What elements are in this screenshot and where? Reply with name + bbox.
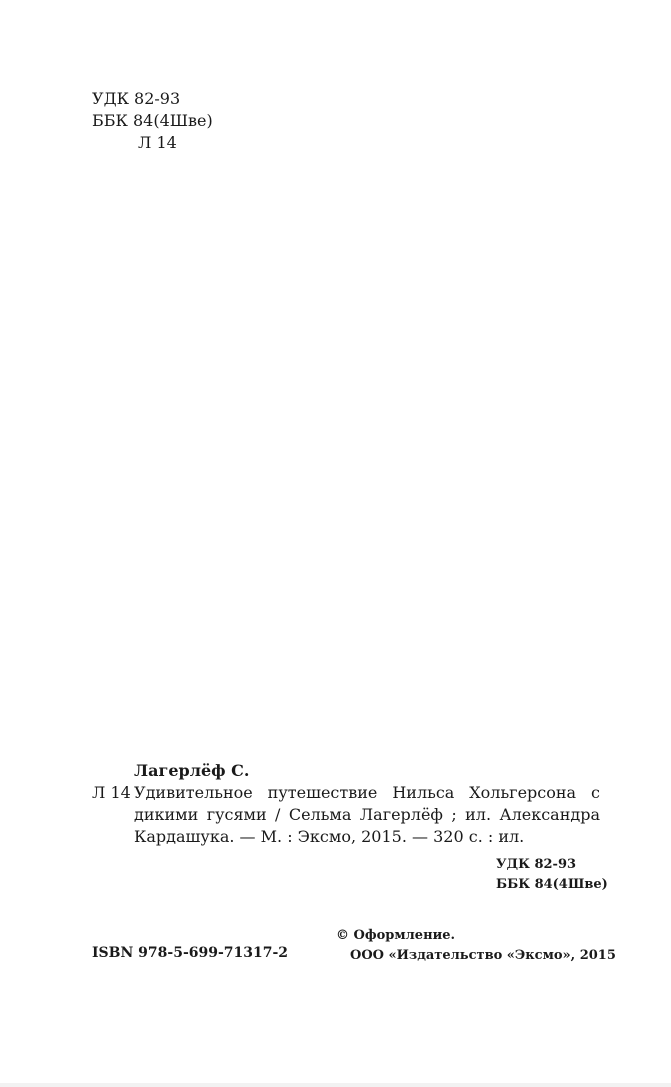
record-author-mark: Л 14 <box>92 783 131 802</box>
record-description: Удивительное путешествие Нильса Хольгерсона с дикими гусями / Сельма Лагерлёф ; ил. Александра Кардашука. — М. : Эксмо, 2015. — 320 с. : ил. <box>134 783 600 846</box>
author-mark: Л 14 <box>138 133 177 152</box>
page-bottom-edge <box>0 1083 671 1087</box>
copyright-line-1: © Оформление. <box>336 928 456 943</box>
copyright-line-2: ООО «Издательство «Эксмо», 2015 <box>350 948 616 963</box>
record-author: Лагерлёф С. <box>134 761 250 780</box>
bbk-code-bottom: ББК 84(4Шве) <box>496 877 608 892</box>
copyright-notice <box>336 926 616 966</box>
bbk-code: ББК 84(4Шве) <box>92 111 213 130</box>
classification-codes-top <box>92 88 213 154</box>
isbn-number: ISBN 978-5-699-71317-2 <box>92 945 289 961</box>
bibliographic-record <box>92 760 600 848</box>
udk-code: УДК 82-93 <box>92 89 181 108</box>
classification-codes-bottom <box>496 855 608 895</box>
udk-code-bottom: УДК 82-93 <box>496 857 577 872</box>
record-entry <box>92 782 600 848</box>
